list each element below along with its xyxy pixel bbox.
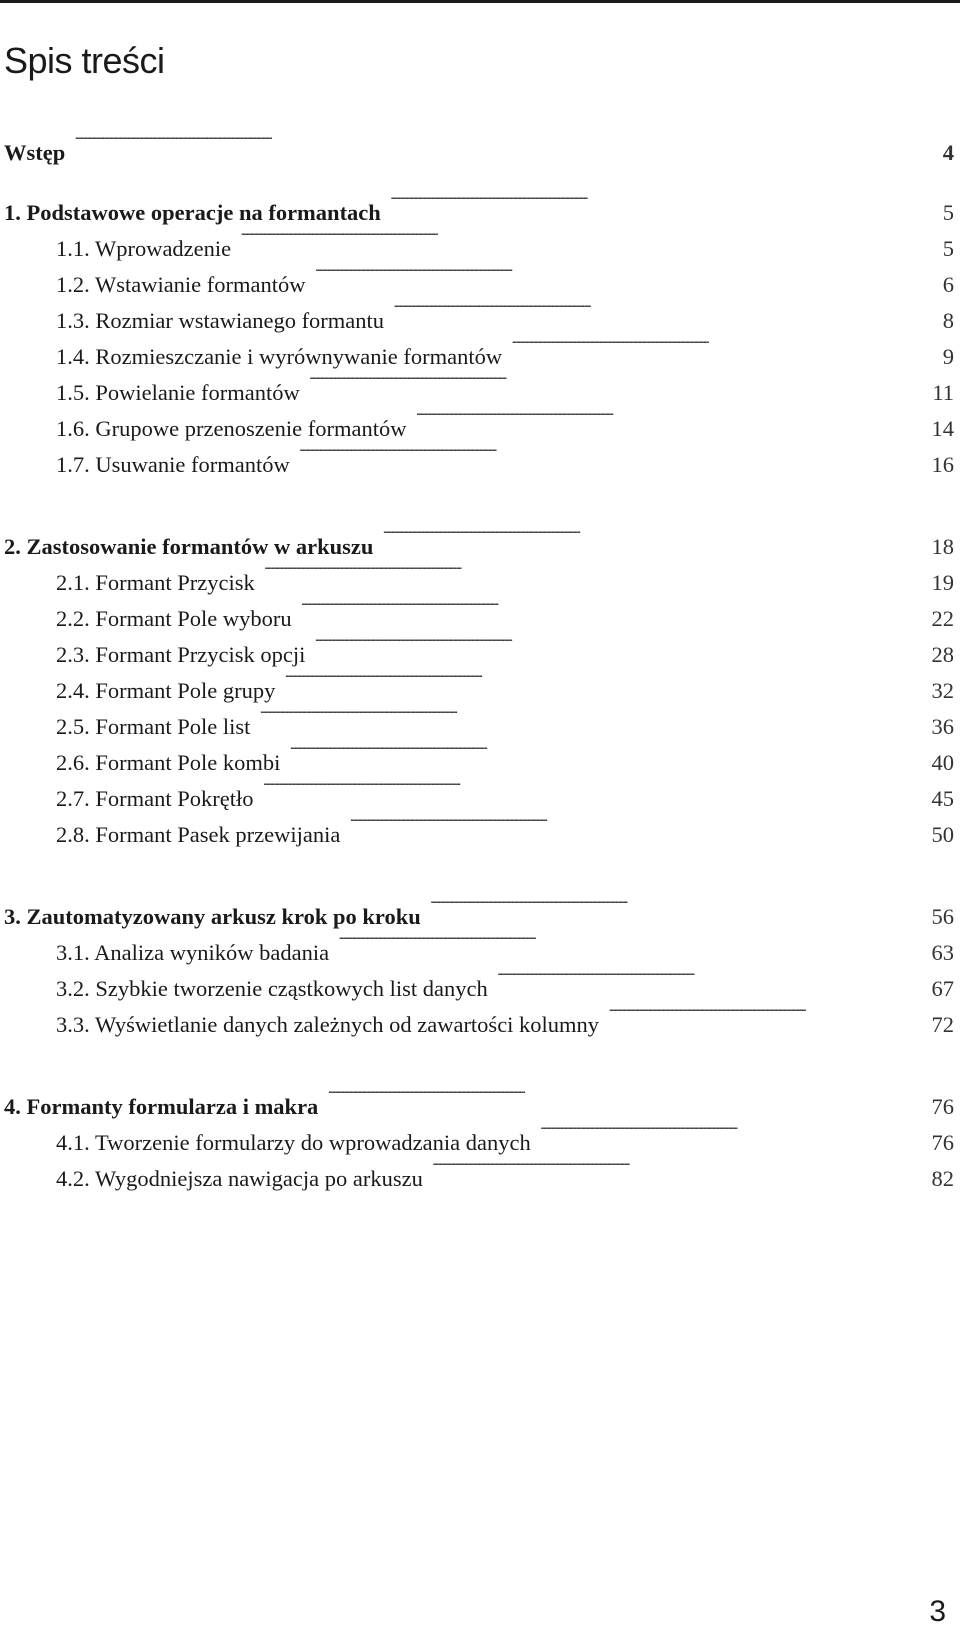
toc-leader (391, 184, 937, 220)
toc-entry[interactable] (56, 734, 954, 775)
toc-leader (285, 662, 925, 698)
toc-entry-page: 40 (931, 750, 954, 775)
page-number: 3 (929, 1595, 946, 1628)
toc-entry-page: 76 (931, 1130, 954, 1155)
toc-entry-label: 4.2. Wygodniejsza nawigacja po arkuszu (56, 1166, 423, 1191)
toc-entry[interactable] (56, 554, 954, 595)
toc-entry[interactable] (56, 328, 954, 369)
toc-entry-page: 19 (931, 570, 954, 595)
toc-entry-label: 3. Zautomatyzowany arkusz krok po kroku (4, 904, 421, 929)
toc-entry-page: 5 (942, 236, 954, 261)
toc-entry-page: 8 (942, 308, 954, 333)
toc-entry-label: 1.2. Wstawianie formantów (56, 272, 306, 297)
toc-leader (75, 124, 937, 160)
toc-leader (609, 996, 925, 1032)
toc-entry-label: 2.8. Formant Pasek przewijania (56, 822, 341, 847)
toc-entry-label: 3.1. Analiza wyników badania (56, 940, 330, 965)
toc-leader (265, 554, 926, 590)
toc-leader (394, 292, 937, 328)
toc-entry-page: 67 (931, 976, 954, 1001)
toc-leader (300, 436, 926, 472)
toc-entry-label: 4.1. Tworzenie formularzy do wprowadzania danych (56, 1130, 531, 1155)
toc-entry-label: 1. Podstawowe operacje na formantach (4, 200, 381, 225)
top-rule (0, 0, 960, 3)
toc-entry[interactable] (56, 626, 954, 667)
toc-leader (328, 1078, 925, 1114)
toc-entry-label: 3.2. Szybkie tworzenie cząstkowych list danych (56, 976, 488, 1001)
toc-entry-page: 6 (942, 272, 954, 297)
toc-entry-page: 16 (931, 452, 954, 477)
toc-entry-label: 1.7. Usuwanie formantów (56, 452, 290, 477)
toc-entry-page: 72 (931, 1012, 954, 1037)
toc-entry-page: 11 (932, 380, 954, 405)
toc-leader (433, 1150, 926, 1186)
toc-entry-label: 2.2. Formant Pole wyboru (56, 606, 292, 631)
toc-entry-label: 1.6. Grupowe przenoszenie formantów (56, 416, 407, 441)
toc-entry-label: 2.3. Formant Przycisk opcji (56, 642, 306, 667)
toc-entry[interactable] (56, 400, 954, 441)
toc-entry[interactable] (56, 960, 954, 1001)
toc-entry[interactable] (56, 292, 954, 333)
toc-leader (264, 770, 926, 806)
toc-leader (302, 590, 926, 626)
toc-entry[interactable] (56, 924, 954, 965)
toc-entry-label: 1.4. Rozmieszczanie i wyrównywanie formantów (56, 344, 503, 369)
toc-leader (310, 364, 927, 400)
toc-entry-label: 2.4. Formant Pole grupy (56, 678, 276, 703)
toc-leader (316, 256, 937, 292)
toc-entry[interactable] (56, 590, 954, 631)
toc-entry[interactable] (56, 436, 954, 477)
toc-entry[interactable] (56, 698, 954, 739)
toc-leader (417, 400, 926, 436)
toc-leader (512, 328, 937, 364)
toc-entry-page: 28 (931, 642, 954, 667)
toc-entry-page: 14 (931, 416, 954, 441)
toc-entry-page: 22 (931, 606, 954, 631)
toc-entry-page: 50 (931, 822, 954, 847)
page-title: Spis treści (4, 40, 165, 81)
toc-leader (241, 220, 937, 256)
toc-entry[interactable] (4, 1078, 954, 1119)
toc-entry-label: 2.5. Formant Pole list (56, 714, 251, 739)
toc-entry-label: Wstęp (4, 140, 66, 165)
toc-leader (339, 924, 925, 960)
toc-entry[interactable] (56, 364, 954, 405)
toc-entry-label: 3.3. Wyświetlanie danych zależnych od zawartości kolumny (56, 1012, 600, 1037)
toc-leader (315, 626, 925, 662)
toc-leader (541, 1114, 926, 1150)
toc-entry-page: 4 (942, 140, 954, 165)
toc-entry-page: 5 (942, 200, 954, 225)
toc-entry-label: 4. Formanty formularza i makra (4, 1094, 319, 1119)
toc-leader (431, 888, 926, 924)
toc-entry[interactable] (4, 124, 954, 165)
toc-entry[interactable] (56, 1150, 954, 1191)
toc-entry-page: 76 (931, 1094, 954, 1119)
toc-entry-page: 56 (931, 904, 954, 929)
toc-entry-page: 36 (931, 714, 954, 739)
toc-leader (498, 960, 926, 996)
toc-entry[interactable] (56, 220, 954, 261)
toc-entry-label: 2. Zastosowanie formantów w arkuszu (4, 534, 374, 559)
toc-entry-label: 2.7. Formant Pokrętło (56, 786, 254, 811)
toc-entry-page: 9 (942, 344, 954, 369)
toc-entry-page: 32 (931, 678, 954, 703)
toc-entry-label: 1.5. Powielanie formantów (56, 380, 300, 405)
toc-leader (350, 806, 925, 842)
toc-entry-page: 82 (931, 1166, 954, 1191)
toc-entry-label: 1.1. Wprowadzenie (56, 236, 232, 261)
toc-entry[interactable] (4, 888, 954, 929)
toc-entry[interactable] (56, 996, 954, 1037)
toc-entry-label: 2.1. Formant Przycisk (56, 570, 255, 595)
toc-leader (290, 734, 925, 770)
toc-entry[interactable] (4, 518, 954, 559)
toc-entry-page: 63 (931, 940, 954, 965)
toc-entry[interactable] (56, 662, 954, 703)
toc-entry-page: 45 (931, 786, 954, 811)
toc-entry-label: 1.3. Rozmiar wstawianego formantu (56, 308, 385, 333)
toc-entry[interactable] (56, 770, 954, 811)
toc-entry-page: 18 (931, 534, 954, 559)
toc-leader (260, 698, 925, 734)
toc-entry[interactable] (56, 256, 954, 297)
toc-leader (383, 518, 925, 554)
toc-entry[interactable] (4, 184, 954, 225)
toc-entry[interactable] (56, 1114, 954, 1155)
toc-entry[interactable] (56, 806, 954, 847)
toc-entry-label: 2.6. Formant Pole kombi (56, 750, 281, 775)
